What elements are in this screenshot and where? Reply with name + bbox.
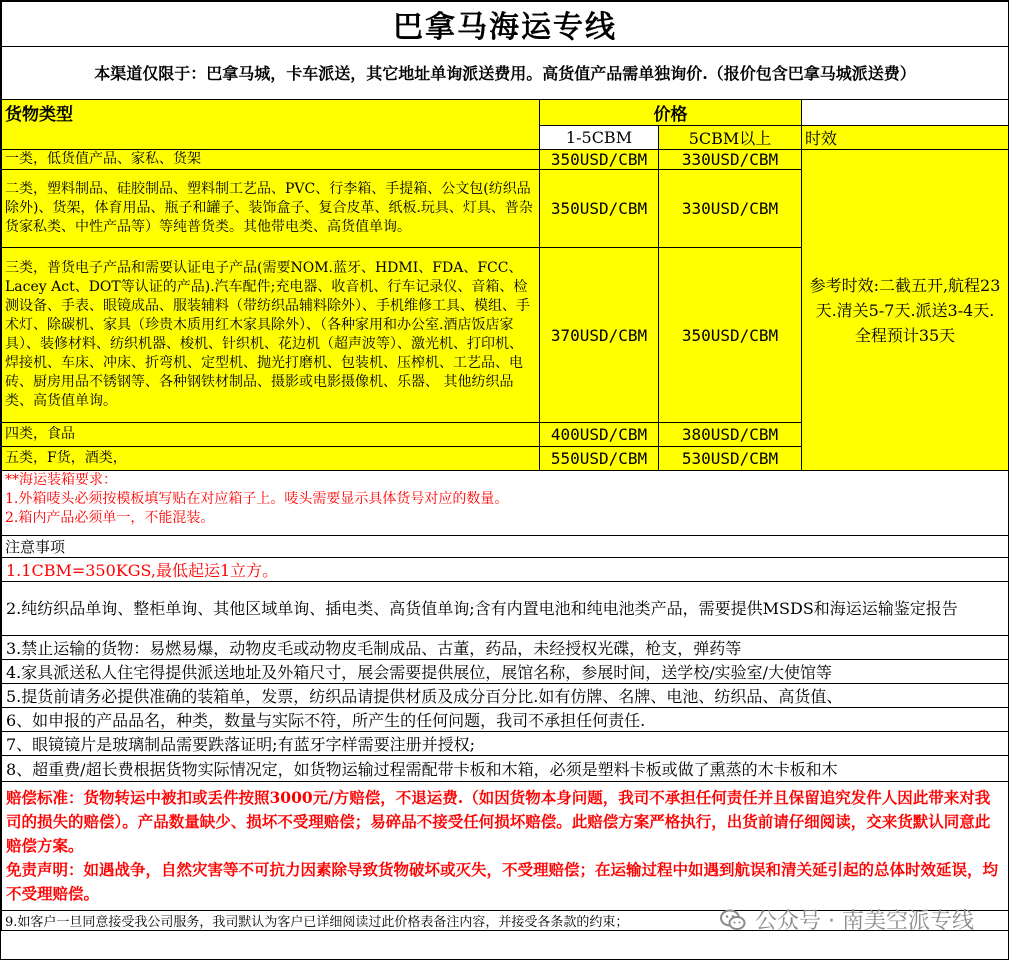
packing-head: **海运装箱要求： <box>2 471 1009 491</box>
price-high-cell: 380USD/CBM <box>659 423 802 447</box>
page-title: 巴拿马海运专线 <box>2 2 1009 47</box>
header-price: 价格 <box>540 100 802 126</box>
price-low-cell: 370USD/CBM <box>540 248 659 423</box>
header-timeliness: 时效 <box>802 126 1009 150</box>
category-cell: 三类，普货电子产品和需要认证电子产品(需要NOM.蓝牙、HDMI、FDA、FCC、Lacey Act、DOT等认证的产品).汽车配件;充电器、收音机、行车记录仪、音箱、检测设备、手表、眼镜成品、服装辅料（带纺织品辅料除外）、手机维修工具、模组、手术灯、除碳机、家具（珍贵木质用红木家具除外）、（各种家用和办公室.酒店饭店家具）、装修材料、纺织机器、梭机、针织机、花边机（超声波等）、激光机、打印机、焊接机、车床、冲床、折弯机、定型机、抛光打磨机、包装机、压榨机、工艺品、电砖、厨房用品不锈钢等、各种钢铁材制品、摄影或电影摄像机、乐器、 其他纺织品类、高货值单询。 <box>2 248 540 423</box>
category-cell: 二类，塑料制品、硅胶制品、塑料制工艺品、PVC、行李箱、手提箱、公文包(纺织品除外)、货架，体育用品、瓶子和罐子、装饰盒子、复合皮革、纸板.玩具、灯具、普杂货家私类、中性产品等）等纯普货类。其他带电类、高货值单询。 <box>2 170 540 248</box>
note-item: 8、超重费/超长费根据货物实际情况定，如货物运输过程需配带卡板和木箱，必须是塑料卡板或做了熏蒸的木卡板和木 <box>2 756 1009 782</box>
page-subtitle: 本渠道仅限于：巴拿马城，卡车派送，其它地址单询派送费用。高货值产品需单独询价.（报价包含巴拿马城派送费） <box>2 47 1009 100</box>
packing-line: 1.外箱唛头必须按模板填写贴在对应箱子上。唛头需要显示具体货号对应的数量。 <box>2 490 1009 509</box>
disclaimer: 免责声明：如遇战争，自然灾害等不可抗力因素除导致货物破坏或灭失，不受理赔偿；在运输过程中如遇到航误和清关延引起的总体时效延误，均不受理赔偿。 <box>6 860 999 903</box>
price-table <box>1 1 1009 931</box>
price-high-cell: 350USD/CBM <box>659 248 802 423</box>
price-low-cell: 400USD/CBM <box>540 423 659 447</box>
compensation-standard: 赔偿标准：货物转运中被扣或丢件按照3000元/方赔偿，不退运费.（如因货物本身问题，我司不承担任何责任并且保留追究发件人因此带来对我司的损失的赔偿）。产品数量缺少、损坏不受理赔偿；易碎品不接受任何损坏赔偿。此赔偿方案严格执行，出货前请仔细阅读，交来货默认同意此赔偿方案。 <box>6 788 991 855</box>
note-item: 7、眼镜镜片是玻璃制品需要跌落证明;有蓝牙字样需要注册并授权; <box>2 732 1009 756</box>
category-cell: 四类，食品 <box>2 423 540 447</box>
header-empty <box>802 100 1009 126</box>
note-item: 4.家具派送私人住宅得提供派送地址及外箱尺寸，展会需要提供展位，展馆名称，参展时间，送学校/实验室/大使馆等 <box>2 660 1009 684</box>
category-cell: 五类，F货，酒类， <box>2 447 540 471</box>
note-item: 5.提货前请务必提供准确的装箱单，发票，纺织品请提供材质及成分百分比.如有仿牌、名牌、电池、纺织品、高货值、 <box>2 684 1009 708</box>
wechat-icon <box>719 908 747 932</box>
category-cell: 一类，低货值产品、家私、货架 <box>2 150 540 170</box>
note-item: 2.纯纺织品单询、整柜单询、其他区域单询、插电类、高货值单询;含有内置电池和纯电池类产品，需要提供MSDS和海运运输鉴定报告 <box>2 582 1009 636</box>
price-high-cell: 530USD/CBM <box>659 447 802 471</box>
price-high-cell: 330USD/CBM <box>659 170 802 248</box>
compensation-block <box>2 782 1009 911</box>
header-price-low: 1-5CBM <box>540 126 659 150</box>
timeliness-cell: 参考时效:二截五开,航程23天.清关5-7天.派送3-4天.全程预计35天 <box>802 150 1009 471</box>
watermark <box>719 904 974 935</box>
price-low-cell: 350USD/CBM <box>540 150 659 170</box>
footer-note: 9.如客户一旦同意接受我公司服务，我司默认为客户已详细阅读过此价格表备注内容，并接受各条款的约束； <box>2 911 1009 931</box>
watermark-text: 公众号 · 南美空派专线 <box>755 909 974 934</box>
notes-head: 注意事项 <box>2 536 1009 558</box>
price-low-cell: 550USD/CBM <box>540 447 659 471</box>
note-item: 1.1CBM=350KGS,最低起运1立方。 <box>2 558 1009 582</box>
header-price-high: 5CBM以上 <box>659 126 802 150</box>
note-item: 3.禁止运输的货物：易燃易爆，动物皮毛或动物皮毛制成品、古董，药品，未经授权光碟，枪支，弹药等 <box>2 636 1009 660</box>
price-low-cell: 350USD/CBM <box>540 170 659 248</box>
note-item: 6、如申报的产品品名，种类，数量与实际不符，所产生的任何问题，我司不承担任何责任. <box>2 708 1009 732</box>
price-high-cell: 330USD/CBM <box>659 150 802 170</box>
header-cargo-type: 货物类型 <box>2 100 540 150</box>
packing-line: 2.箱内产品必须单一，不能混装。 <box>2 509 1009 536</box>
